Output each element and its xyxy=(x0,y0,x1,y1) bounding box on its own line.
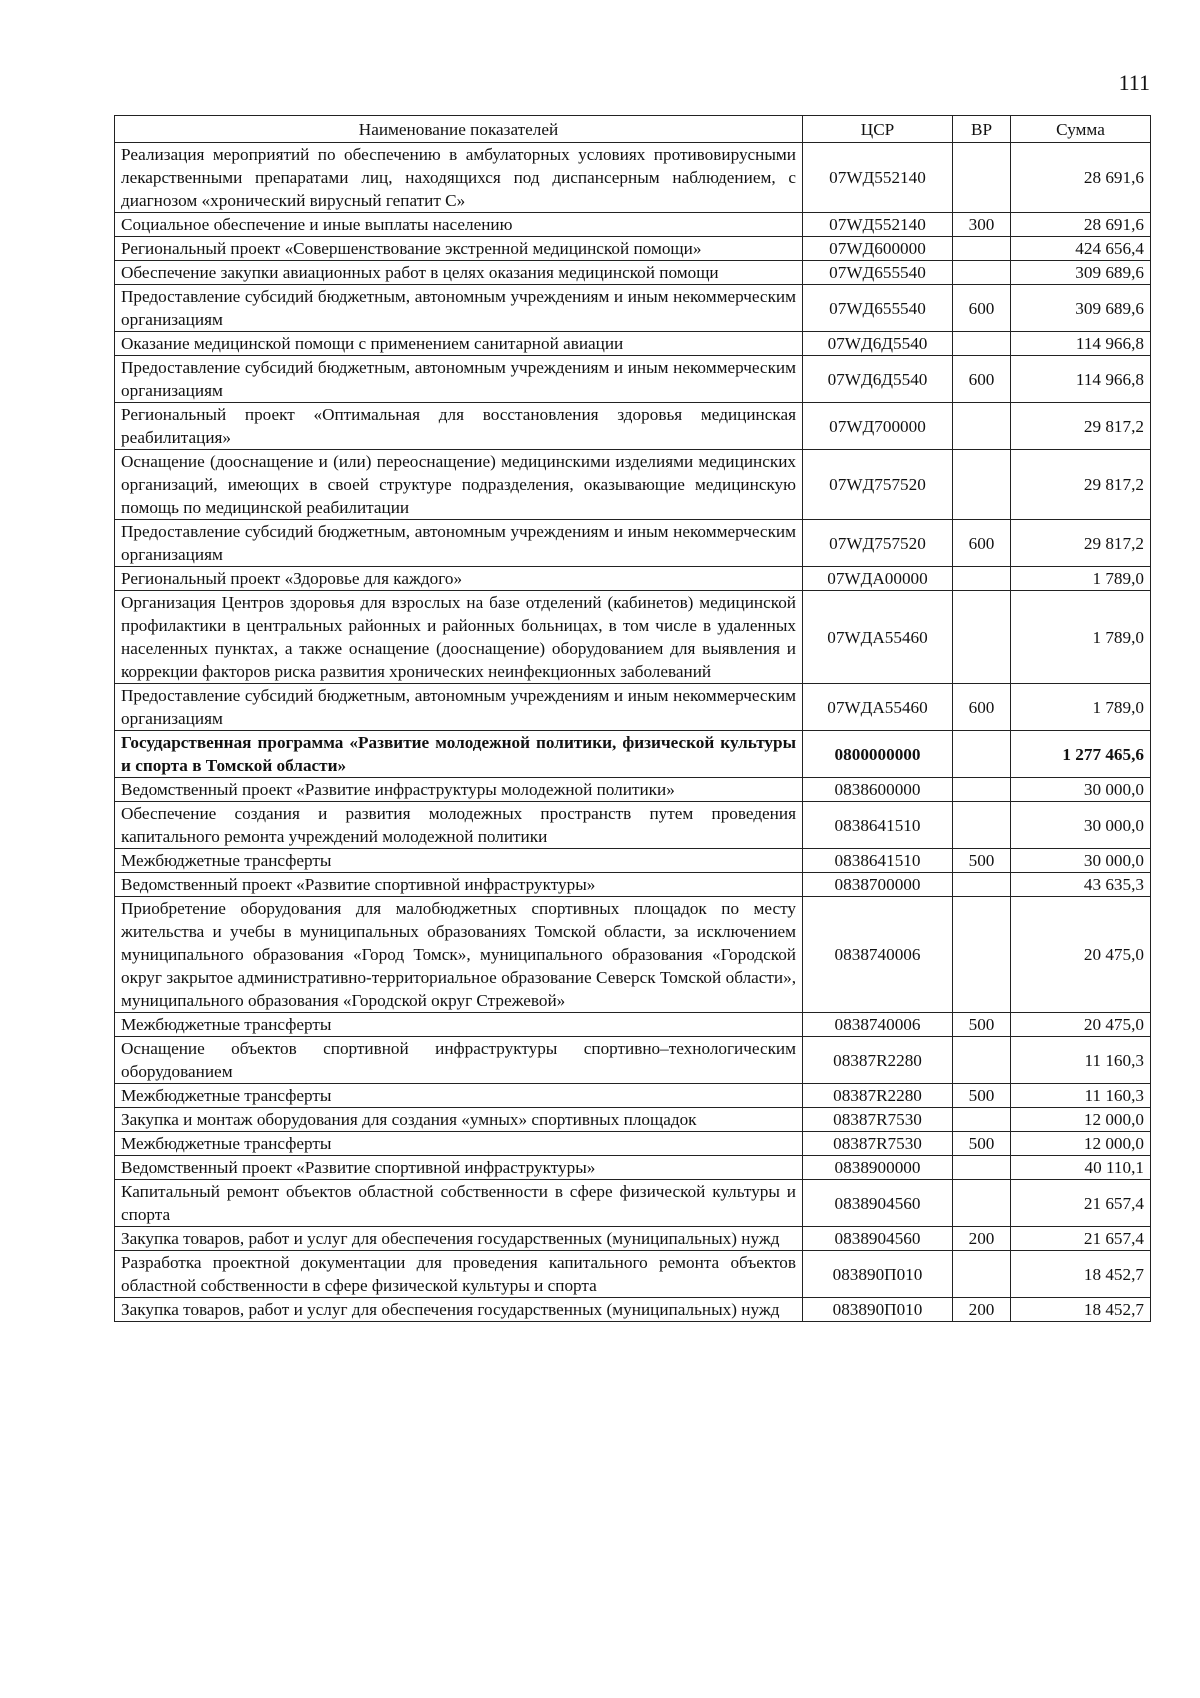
row-sum-cell: 309 689,6 xyxy=(1011,285,1151,332)
row-vr-cell: 200 xyxy=(953,1227,1011,1251)
row-name-cell: Оснащение (дооснащение и (или) переоснащение) медицинскими изделиями медицинских организаций, имеющих в своей структуре подразделения, оказывающие медицинскую помощь по медицинской реабилитации xyxy=(115,450,803,520)
row-csr-cell: 07WДА00000 xyxy=(803,567,953,591)
row-sum-cell: 20 475,0 xyxy=(1011,897,1151,1013)
row-csr-cell: 0800000000 xyxy=(803,731,953,778)
header-sum: Сумма xyxy=(1011,116,1151,143)
row-name-cell: Социальное обеспечение и иные выплаты населению xyxy=(115,213,803,237)
header-csr: ЦСР xyxy=(803,116,953,143)
row-sum-cell: 28 691,6 xyxy=(1011,213,1151,237)
table-row xyxy=(115,1132,1151,1156)
table-row xyxy=(115,1180,1151,1227)
row-vr-cell xyxy=(953,1251,1011,1298)
row-vr-cell: 600 xyxy=(953,520,1011,567)
row-csr-cell: 07WД552140 xyxy=(803,143,953,213)
table-row xyxy=(115,873,1151,897)
row-vr-cell xyxy=(953,1156,1011,1180)
row-sum-cell: 12 000,0 xyxy=(1011,1132,1151,1156)
row-vr-cell xyxy=(953,873,1011,897)
row-name-cell: Межбюджетные трансферты xyxy=(115,849,803,873)
row-vr-cell: 600 xyxy=(953,285,1011,332)
row-sum-cell: 114 966,8 xyxy=(1011,356,1151,403)
row-vr-cell xyxy=(953,778,1011,802)
table-row xyxy=(115,1013,1151,1037)
row-csr-cell: 0838700000 xyxy=(803,873,953,897)
row-sum-cell: 30 000,0 xyxy=(1011,802,1151,849)
table-row xyxy=(115,285,1151,332)
table-row xyxy=(115,591,1151,684)
row-name-cell: Предоставление субсидий бюджетным, автономным учреждениям и иным некоммерческим организациям xyxy=(115,684,803,731)
row-sum-cell: 21 657,4 xyxy=(1011,1180,1151,1227)
row-vr-cell xyxy=(953,143,1011,213)
row-vr-cell xyxy=(953,1108,1011,1132)
row-sum-cell: 29 817,2 xyxy=(1011,403,1151,450)
row-name-cell: Предоставление субсидий бюджетным, автономным учреждениям и иным некоммерческим организациям xyxy=(115,356,803,403)
row-csr-cell: 07WД552140 xyxy=(803,213,953,237)
table-row xyxy=(115,778,1151,802)
header-row xyxy=(115,116,1151,143)
row-vr-cell xyxy=(953,731,1011,778)
row-vr-cell: 600 xyxy=(953,684,1011,731)
row-sum-cell: 1 789,0 xyxy=(1011,684,1151,731)
row-vr-cell xyxy=(953,591,1011,684)
row-csr-cell: 08387R2280 xyxy=(803,1084,953,1108)
table-row xyxy=(115,731,1151,778)
row-name-cell: Ведомственный проект «Развитие спортивной инфраструктуры» xyxy=(115,1156,803,1180)
table-row xyxy=(115,237,1151,261)
table-row xyxy=(115,450,1151,520)
row-name-cell: Оказание медицинской помощи с применением санитарной авиации xyxy=(115,332,803,356)
row-sum-cell: 30 000,0 xyxy=(1011,778,1151,802)
row-sum-cell: 29 817,2 xyxy=(1011,450,1151,520)
row-name-cell: Оснащение объектов спортивной инфраструктуры спортивно–технологическим оборудованием xyxy=(115,1037,803,1084)
row-sum-cell: 11 160,3 xyxy=(1011,1037,1151,1084)
row-vr-cell: 200 xyxy=(953,1298,1011,1322)
row-sum-cell: 30 000,0 xyxy=(1011,849,1151,873)
row-name-cell: Ведомственный проект «Развитие инфраструктуры молодежной политики» xyxy=(115,778,803,802)
budget-table xyxy=(114,115,1151,1322)
row-name-cell: Капитальный ремонт объектов областной собственности в сфере физической культуры и спорта xyxy=(115,1180,803,1227)
row-sum-cell: 11 160,3 xyxy=(1011,1084,1151,1108)
row-vr-cell xyxy=(953,1180,1011,1227)
row-csr-cell: 0838740006 xyxy=(803,897,953,1013)
row-vr-cell xyxy=(953,332,1011,356)
row-name-cell: Закупка товаров, работ и услуг для обеспечения государственных (муниципальных) нужд xyxy=(115,1227,803,1251)
row-csr-cell: 0838900000 xyxy=(803,1156,953,1180)
row-sum-cell: 18 452,7 xyxy=(1011,1298,1151,1322)
table-row xyxy=(115,403,1151,450)
row-csr-cell: 07WД600000 xyxy=(803,237,953,261)
table-row xyxy=(115,1084,1151,1108)
table-row xyxy=(115,897,1151,1013)
row-sum-cell: 12 000,0 xyxy=(1011,1108,1151,1132)
row-name-cell: Ведомственный проект «Развитие спортивной инфраструктуры» xyxy=(115,873,803,897)
row-vr-cell xyxy=(953,261,1011,285)
row-name-cell: Предоставление субсидий бюджетным, автономным учреждениям и иным некоммерческим организациям xyxy=(115,285,803,332)
row-vr-cell xyxy=(953,237,1011,261)
row-vr-cell: 500 xyxy=(953,1013,1011,1037)
row-sum-cell: 309 689,6 xyxy=(1011,261,1151,285)
row-vr-cell: 500 xyxy=(953,1084,1011,1108)
table-row xyxy=(115,1298,1151,1322)
table-row xyxy=(115,356,1151,403)
row-csr-cell: 07WДА55460 xyxy=(803,684,953,731)
row-csr-cell: 0838904560 xyxy=(803,1227,953,1251)
row-csr-cell: 08387R7530 xyxy=(803,1132,953,1156)
row-name-cell: Закупка товаров, работ и услуг для обеспечения государственных (муниципальных) нужд xyxy=(115,1298,803,1322)
row-vr-cell xyxy=(953,802,1011,849)
row-name-cell: Организация Центров здоровья для взрослых на базе отделений (кабинетов) медицинской профилактики в центральных районных и районных больницах, в том числе в удаленных населенных пунктах, а также оснащение (дооснащение) оборудованием для выявления и коррекции факторов риска развития хронических неинфекционных заболеваний xyxy=(115,591,803,684)
row-csr-cell: 07WД757520 xyxy=(803,520,953,567)
row-csr-cell: 083890П010 xyxy=(803,1251,953,1298)
row-sum-cell: 29 817,2 xyxy=(1011,520,1151,567)
table-row xyxy=(115,143,1151,213)
row-name-cell: Приобретение оборудования для малобюджетных спортивных площадок по месту жительства и учебы в муниципальных образованиях Томской области, за исключением муниципального образования «Город Томск», муниципального образования «Городской округ закрытое административно-территориальное образование Северск Томской области», муниципального образования «Городской округ Стрежевой» xyxy=(115,897,803,1013)
row-vr-cell: 600 xyxy=(953,356,1011,403)
row-csr-cell: 0838600000 xyxy=(803,778,953,802)
row-csr-cell: 0838641510 xyxy=(803,849,953,873)
row-csr-cell: 08387R7530 xyxy=(803,1108,953,1132)
row-csr-cell: 0838641510 xyxy=(803,802,953,849)
row-sum-cell: 21 657,4 xyxy=(1011,1227,1151,1251)
row-sum-cell: 43 635,3 xyxy=(1011,873,1151,897)
row-name-cell: Региональный проект «Совершенствование экстренной медицинской помощи» xyxy=(115,237,803,261)
row-csr-cell: 07WД655540 xyxy=(803,261,953,285)
row-name-cell: Межбюджетные трансферты xyxy=(115,1084,803,1108)
row-csr-cell: 07WД6Д5540 xyxy=(803,356,953,403)
row-name-cell: Межбюджетные трансферты xyxy=(115,1132,803,1156)
table-row xyxy=(115,1037,1151,1084)
row-name-cell: Закупка и монтаж оборудования для создания «умных» спортивных площадок xyxy=(115,1108,803,1132)
row-name-cell: Реализация мероприятий по обеспечению в амбулаторных условиях противовирусными лекарственными препаратами лиц, находящихся под диспансерным наблюдением, с диагнозом «хронический вирусный гепатит С» xyxy=(115,143,803,213)
header-vr: ВР xyxy=(953,116,1011,143)
row-name-cell: Региональный проект «Здоровье для каждого» xyxy=(115,567,803,591)
row-vr-cell: 500 xyxy=(953,849,1011,873)
table-row xyxy=(115,332,1151,356)
row-name-cell: Региональный проект «Оптимальная для восстановления здоровья медицинская реабилитация» xyxy=(115,403,803,450)
row-sum-cell: 40 110,1 xyxy=(1011,1156,1151,1180)
table-row xyxy=(115,1108,1151,1132)
row-csr-cell: 07WДА55460 xyxy=(803,591,953,684)
header-name: Наименование показателей xyxy=(115,116,803,143)
row-vr-cell xyxy=(953,897,1011,1013)
row-name-cell: Предоставление субсидий бюджетным, автономным учреждениям и иным некоммерческим организациям xyxy=(115,520,803,567)
row-vr-cell xyxy=(953,450,1011,520)
row-sum-cell: 1 789,0 xyxy=(1011,567,1151,591)
row-sum-cell: 28 691,6 xyxy=(1011,143,1151,213)
row-vr-cell: 500 xyxy=(953,1132,1011,1156)
row-sum-cell: 1 789,0 xyxy=(1011,591,1151,684)
row-vr-cell xyxy=(953,567,1011,591)
table-row xyxy=(115,567,1151,591)
row-sum-cell: 18 452,7 xyxy=(1011,1251,1151,1298)
row-vr-cell xyxy=(953,1037,1011,1084)
row-csr-cell: 083890П010 xyxy=(803,1298,953,1322)
row-name-cell: Обеспечение создания и развития молодежных пространств путем проведения капитального ремонта учреждений молодежной политики xyxy=(115,802,803,849)
table-row xyxy=(115,213,1151,237)
row-csr-cell: 0838904560 xyxy=(803,1180,953,1227)
row-csr-cell: 07WД6Д5540 xyxy=(803,332,953,356)
row-csr-cell: 07WД757520 xyxy=(803,450,953,520)
row-vr-cell: 300 xyxy=(953,213,1011,237)
table-header xyxy=(115,116,1151,143)
row-sum-cell: 114 966,8 xyxy=(1011,332,1151,356)
row-sum-cell: 424 656,4 xyxy=(1011,237,1151,261)
row-csr-cell: 07WД700000 xyxy=(803,403,953,450)
table-body xyxy=(115,143,1151,1322)
row-sum-cell: 20 475,0 xyxy=(1011,1013,1151,1037)
row-sum-cell: 1 277 465,6 xyxy=(1011,731,1151,778)
row-name-cell: Разработка проектной документации для проведения капитального ремонта объектов областной собственности в сфере физической культуры и спорта xyxy=(115,1251,803,1298)
row-csr-cell: 0838740006 xyxy=(803,1013,953,1037)
page-number: 111 xyxy=(1118,70,1150,95)
row-name-cell: Межбюджетные трансферты xyxy=(115,1013,803,1037)
row-csr-cell: 07WД655540 xyxy=(803,285,953,332)
table-row xyxy=(115,1227,1151,1251)
table-row xyxy=(115,261,1151,285)
table-row xyxy=(115,684,1151,731)
table-row xyxy=(115,1156,1151,1180)
row-csr-cell: 08387R2280 xyxy=(803,1037,953,1084)
row-name-cell: Обеспечение закупки авиационных работ в целях оказания медицинской помощи xyxy=(115,261,803,285)
table-row xyxy=(115,849,1151,873)
row-vr-cell xyxy=(953,403,1011,450)
row-name-cell: Государственная программа «Развитие молодежной политики, физической культуры и спорта в Томской области» xyxy=(115,731,803,778)
table-row xyxy=(115,520,1151,567)
table-row xyxy=(115,1251,1151,1298)
table-row xyxy=(115,802,1151,849)
